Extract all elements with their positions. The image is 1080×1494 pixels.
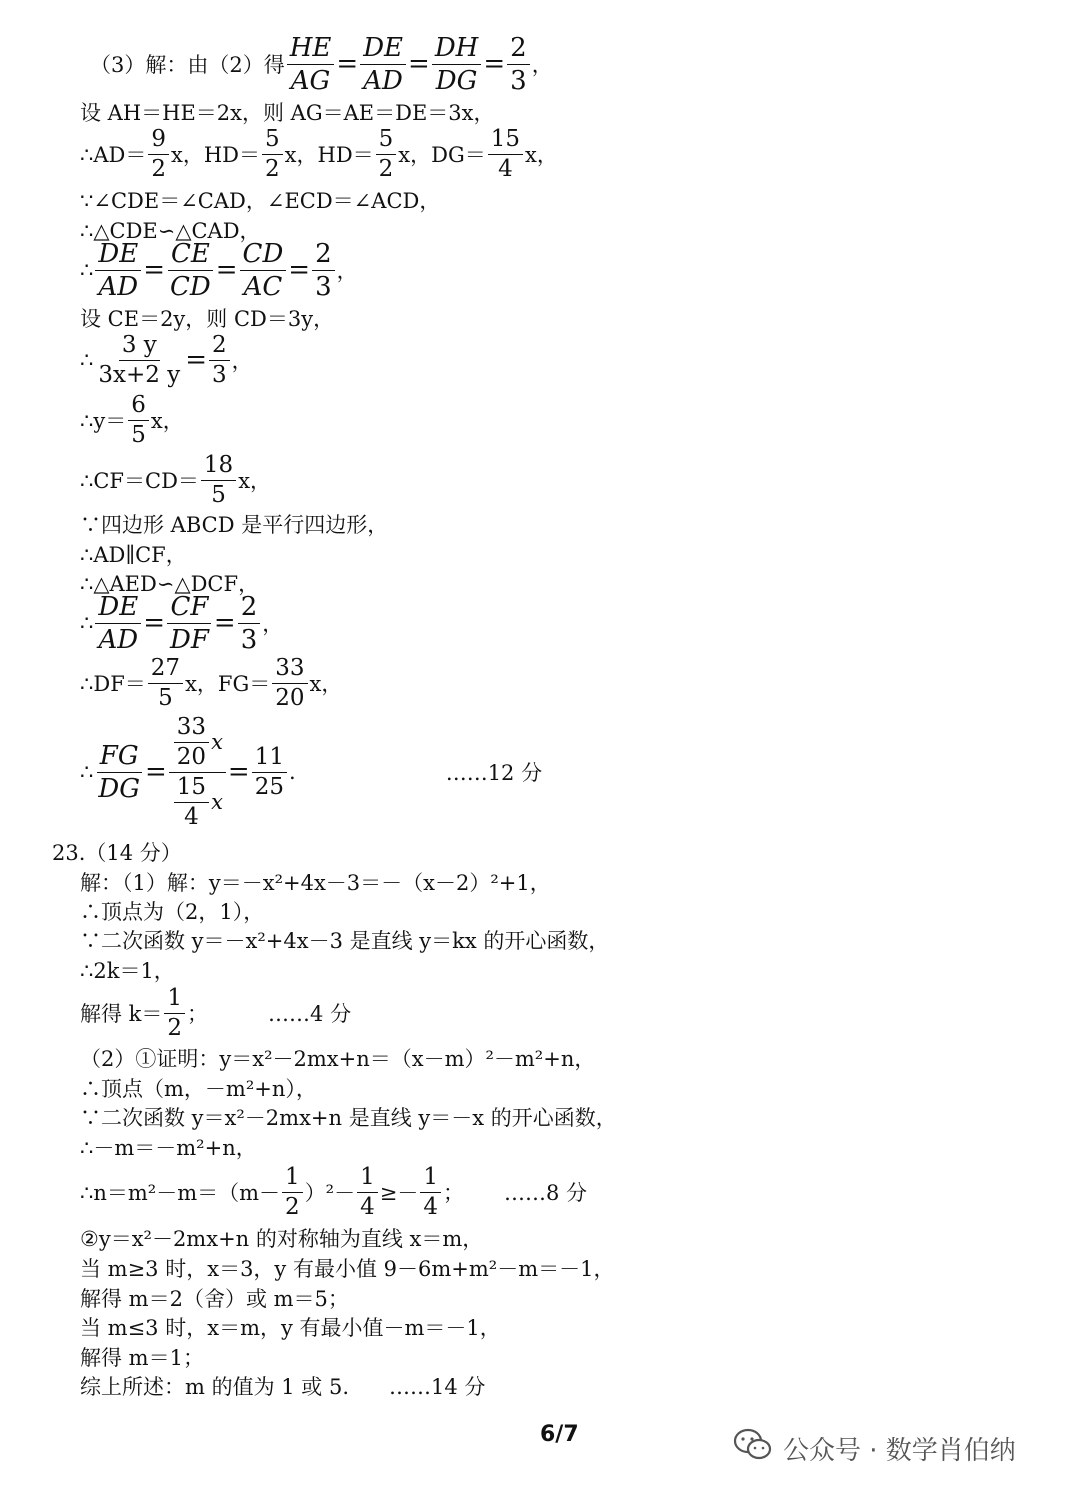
fraction: $\frac{CE}{CD}$ xyxy=(167,241,214,300)
q23-line-7: ∴顶点（m，－m²+n）， xyxy=(80,1077,317,1101)
fraction: $\frac{DE}{AD}$ xyxy=(95,241,141,300)
fraction: 33 20 xyxy=(272,657,307,710)
p3-line-10: ∴CF＝CD＝ 18 5 x， xyxy=(80,451,272,508)
fraction: 5 2 xyxy=(262,128,283,181)
fraction: $\frac{DE}{AD}$ xyxy=(360,35,406,94)
q23-line-12: 当 m≥3 时，x＝3，y 有最小值 9－6m+m²－m＝－1， xyxy=(80,1257,615,1281)
fraction: 15 4 xyxy=(174,776,209,829)
p3-line-4: ∵∠CDE＝∠CAD，∠ECD＝∠ACD， xyxy=(80,189,441,213)
watermark-text: 公众号 · 数学肖伯纳 xyxy=(783,1436,1016,1466)
text: （3）解：由（2）得 xyxy=(90,53,285,77)
watermark xyxy=(733,1428,1016,1469)
q23-line-2: ∴顶点为（2，1）， xyxy=(80,900,265,924)
p3-line-8: ∴ $\frac{3 y}{3x+2 y}$ = $\frac{2}{3}$ ， xyxy=(80,331,253,388)
page-number: 6/7 xyxy=(540,1422,579,1447)
fraction: 15 4 xyxy=(488,128,523,181)
fraction: $\frac{CF}{DF}$ xyxy=(167,594,212,653)
q23-line-3: ∵二次函数 y＝－x²+4x－3 是直线 y＝kx 的开心函数， xyxy=(80,929,610,953)
q23-line-6: （2）①证明：y＝x²－2mx+n＝（x－m）²－m²+n， xyxy=(80,1047,596,1071)
fraction: 1 2 xyxy=(282,1166,303,1219)
q23-line-9: ∴－m＝－m²+n， xyxy=(80,1136,257,1160)
fraction: 18 5 xyxy=(201,454,236,507)
fraction: $\frac{2}{3}$ xyxy=(238,594,261,653)
fraction: 33 20 xyxy=(174,716,209,769)
p3-line-3: ∴AD＝ 9 2 x，HD＝ 5 2 x，HD＝ 5 2 x，DG＝ 15 4 x， xyxy=(80,125,558,182)
fraction: 1 4 xyxy=(420,1166,441,1219)
fraction: $\frac{2}{3}$ xyxy=(209,334,230,387)
p3-line-9: ∴y＝ 6 5 x， xyxy=(80,391,184,448)
fraction: $\frac{2}{3}$ xyxy=(312,241,335,300)
fraction: $\frac{3 y}{3x+2 y}$ xyxy=(98,331,181,388)
p3-line-16: ∴ $\frac{FG}{DG}$ = 33 20 x 15 4 x = $\frac{11}{25}$ . ……12 分 xyxy=(80,713,543,830)
p3-line-14: ∴ $\frac{DE}{AD}$ = $\frac{CF}{DF}$ = $\frac{2}{3}$ ， xyxy=(80,591,284,655)
q23-line-8: ∵二次函数 y＝x²－2mx+n 是直线 y＝－x 的开心函数， xyxy=(80,1106,617,1130)
q23-line-16: 综上所述：m 的值为 1 或 5. ……14 分 xyxy=(80,1366,485,1406)
fraction: $\frac{1}{4}$ xyxy=(357,1166,378,1219)
p3-line-5: ∴△CDE∽△CAD， xyxy=(80,219,261,243)
p3-line-13: ∴△AED∽△DCF， xyxy=(80,572,260,596)
p3-line-11: ∵四边形 ABCD 是平行四边形， xyxy=(80,513,389,537)
fraction: $\frac{CD}{AC}$ xyxy=(240,241,287,300)
fraction: 27 5 xyxy=(148,657,183,710)
p3-line-6: ∴ $\frac{DE}{AD}$ = $\frac{CE}{CD}$ = $\frac{CD}{AC}$ = $\frac{2}{3}$ ， xyxy=(80,238,358,302)
p3-line-7: 设 CE＝2y，则 CD＝3y， xyxy=(80,307,335,331)
complex-fraction: 33 20 x 15 4 x xyxy=(169,716,226,829)
q23-line-1: 解：（1）解：y＝－x²+4x－3＝－（x－2）²+1， xyxy=(80,871,551,895)
fraction: $\frac{11}{25}$ xyxy=(252,746,287,799)
p3-line-1: （3）解：由（2）得 $\frac{HE}{AG}$ = $\frac{DE}{AD}$ = $\frac{DH}{DG}$ = $\frac{2}{3}$ ， xyxy=(90,32,553,96)
fraction: $\frac{FG}{DG}$ xyxy=(98,740,140,804)
fraction: 6 5 xyxy=(128,394,149,447)
q23-line-5: 解得 k＝ 1 2 ； ……4 分 xyxy=(80,984,352,1041)
fraction: $\frac{DE}{AD}$ xyxy=(95,594,141,653)
fraction: 1 2 xyxy=(164,987,185,1040)
q23-line-11: ②y＝x²－2mx+n 的对称轴为直线 x＝m， xyxy=(80,1227,484,1251)
p3-line-12: ∴AD∥CF， xyxy=(80,543,187,567)
score-label: ……8 分 xyxy=(504,1181,588,1205)
q23-line-10: ∴n＝m²－m＝（m－ 1 2 ）²－ $\frac{1}{4}$ ≥－ 1 4 ； ……8 分 xyxy=(80,1163,588,1220)
p3-line-15: ∴DF＝ 27 5 x，FG＝ 33 20 x， xyxy=(80,654,343,711)
score-label: ……14 分 xyxy=(389,1375,486,1399)
score-label: ……12 分 xyxy=(445,761,543,785)
score-label: ……4 分 xyxy=(268,1002,352,1026)
fraction: 9 2 xyxy=(148,128,169,181)
fraction: $\frac{DH}{DG}$ xyxy=(432,35,482,94)
q23-line-13: 解得 m＝2（舍）或 m＝5； xyxy=(80,1287,349,1311)
q23-line-14: 当 m≤3 时，x＝m，y 有最小值－m＝－1， xyxy=(80,1316,501,1340)
wechat-icon xyxy=(733,1428,783,1469)
p3-line-2: 设 AH＝HE＝2x，则 AG＝AE＝DE＝3x， xyxy=(80,101,495,125)
q23-line-4: ∴2k＝1， xyxy=(80,959,175,983)
fraction: $\frac{2}{3}$ xyxy=(507,35,530,94)
q23-line-15: 解得 m＝1； xyxy=(80,1346,204,1370)
q23-heading: 23.（14 分） xyxy=(52,841,182,865)
fraction: 5 2 xyxy=(376,128,397,181)
fraction: $\frac{HE}{AG}$ xyxy=(287,35,335,94)
